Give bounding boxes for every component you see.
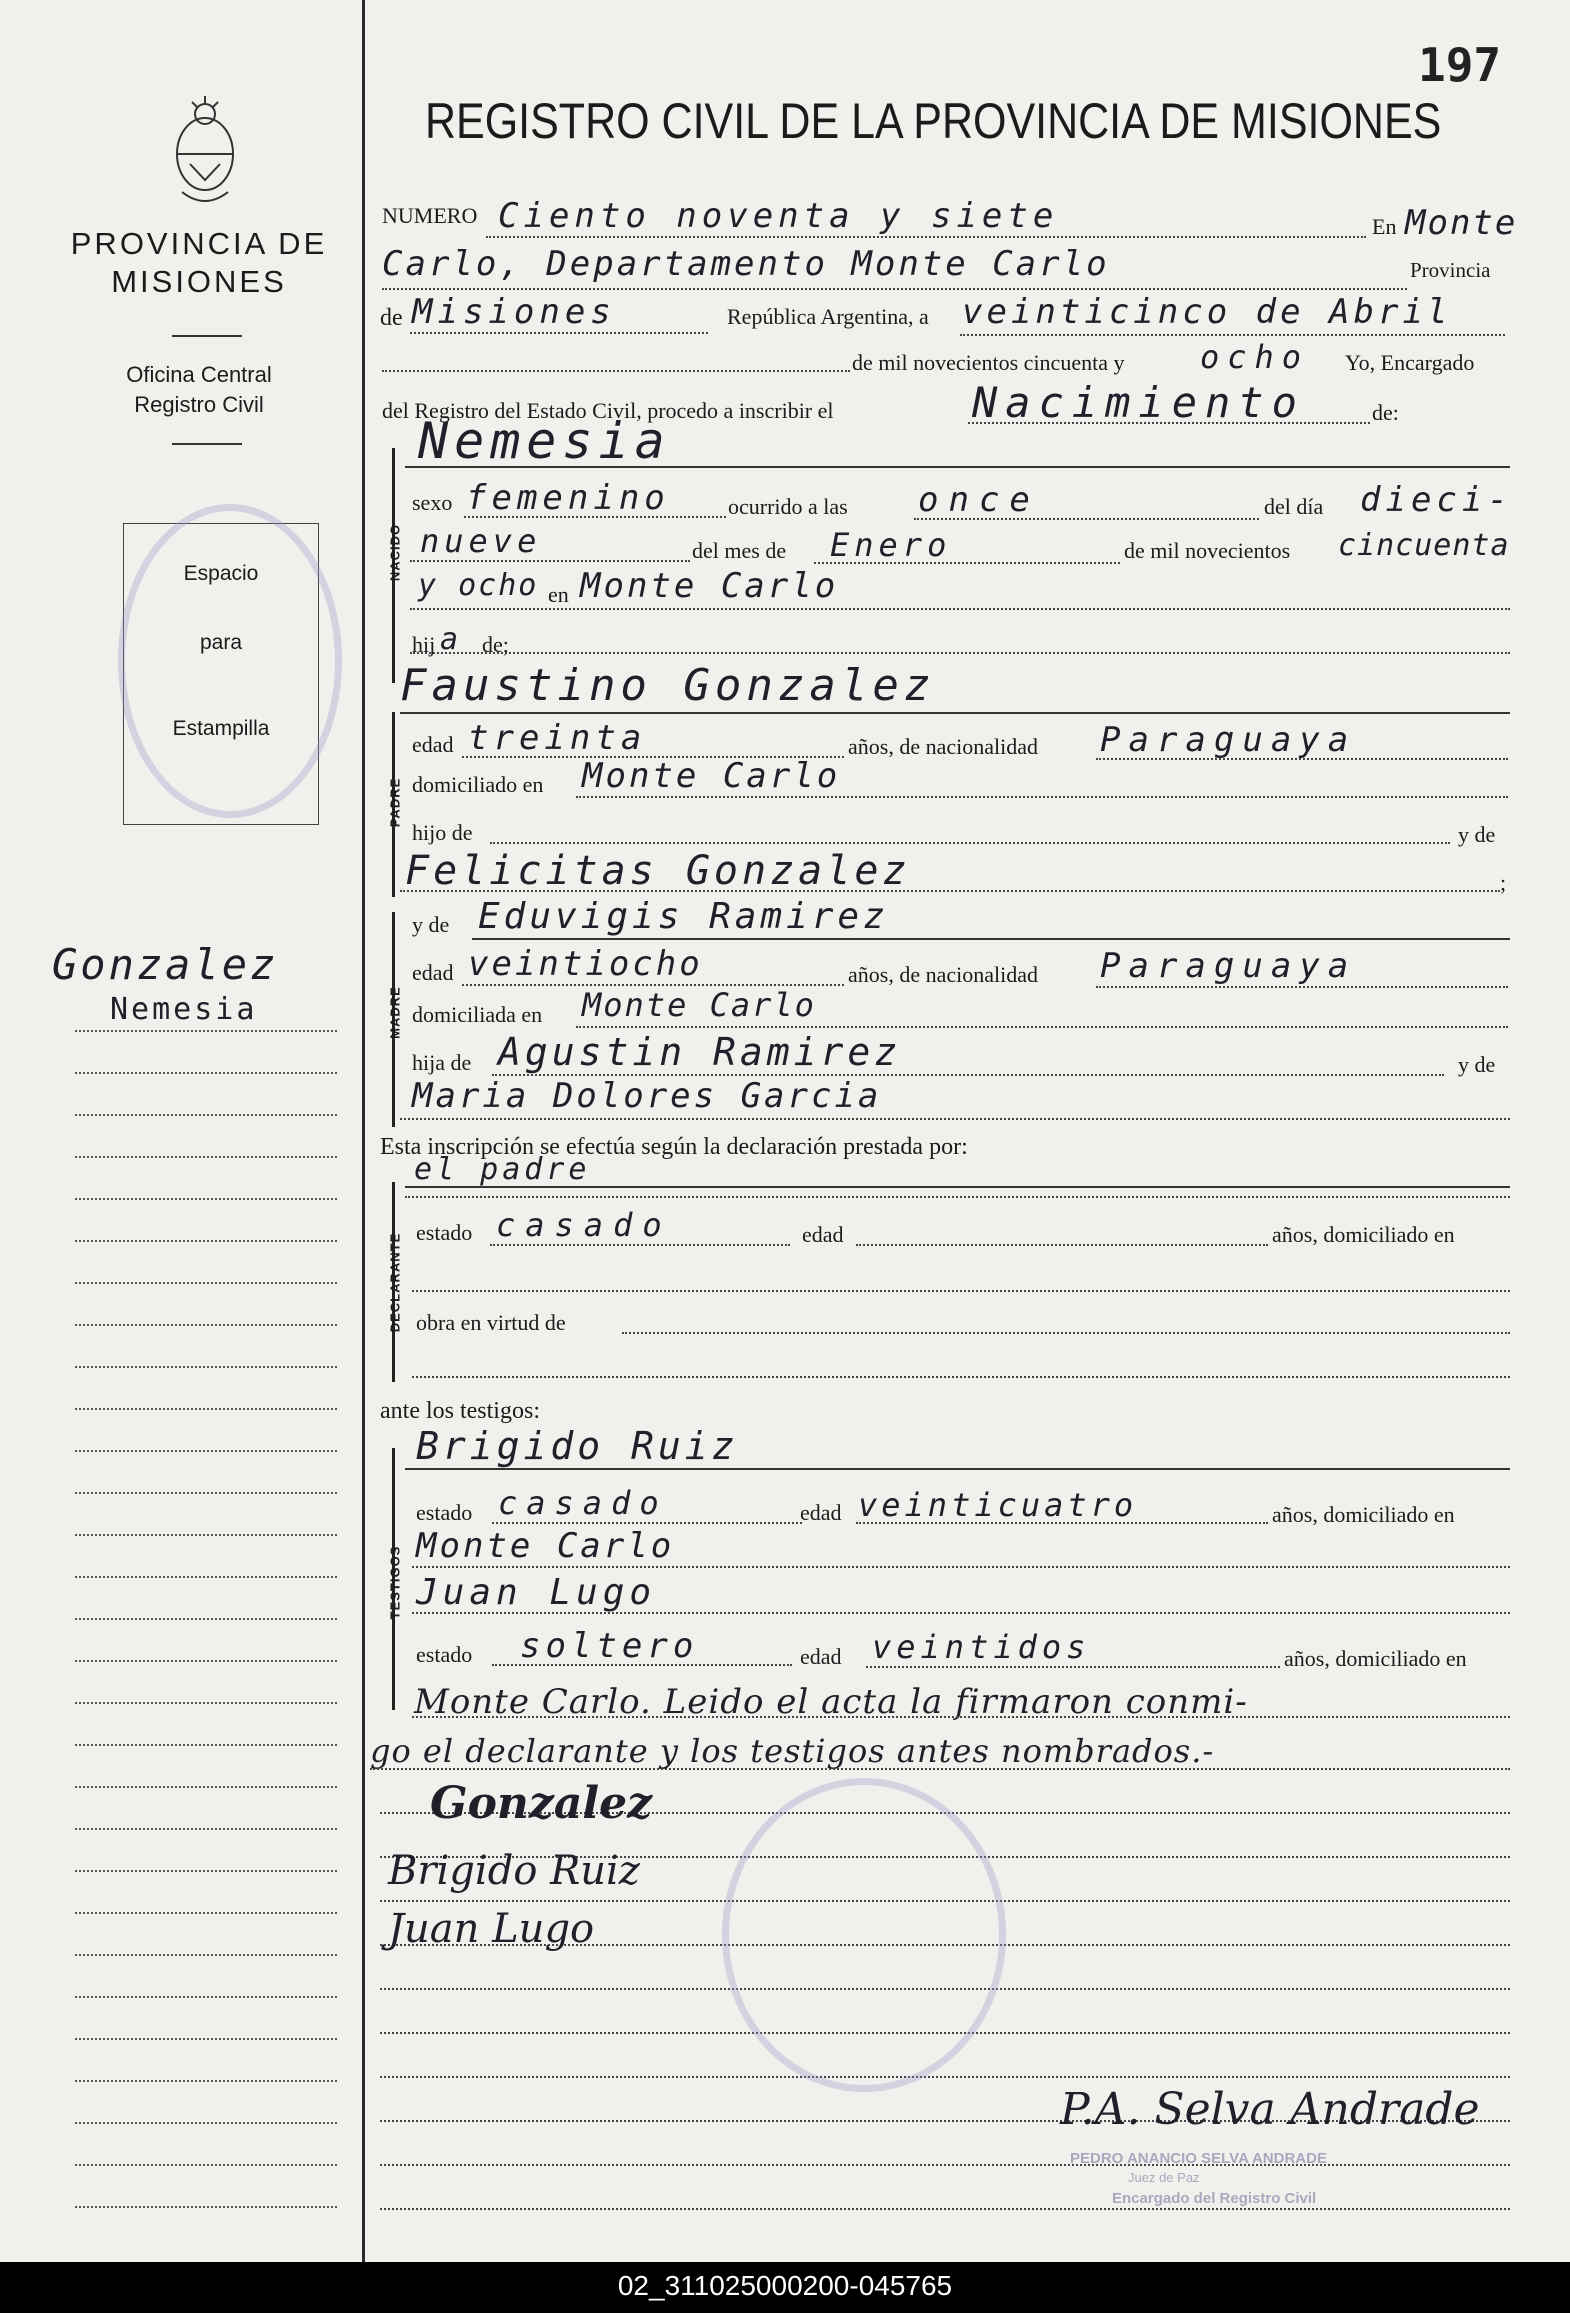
cierre-linea-1: Monte Carlo. Leido el acta la firmaron conmi- <box>414 1682 1248 1722</box>
margin-line <box>75 1702 337 1704</box>
margin-line <box>75 1786 337 1788</box>
stamp-box-label-2: para <box>199 631 243 654</box>
madre-madre: Maria Dolores Garcia <box>412 1076 882 1116</box>
section-label-declarante: DECLARANTE <box>387 1232 403 1333</box>
hija-de-label: hija de <box>412 1050 472 1075</box>
margin-line <box>75 1996 337 1998</box>
section-label-madre: MADRE <box>387 986 403 1039</box>
margin-line <box>75 2080 337 2082</box>
edad-label-declarante: edad <box>802 1222 844 1247</box>
stamp-box-label-1: Espacio <box>183 562 259 585</box>
office-label: Oficina Central Registro Civil <box>126 362 272 417</box>
margin-line <box>75 1492 337 1494</box>
testigo2-edad: veintidos <box>872 1628 1091 1666</box>
estado-label-t2: estado <box>416 1642 473 1667</box>
margin-line <box>75 1198 337 1200</box>
margin-line <box>75 1114 337 1116</box>
provincia-label: Provincia <box>1410 258 1491 282</box>
province-title: PROVINCIA DE MISIONES <box>70 226 328 299</box>
hijo-label: hijo de <box>412 820 473 845</box>
anio-value-1: cincuenta <box>1338 528 1510 563</box>
anio-value: ocho <box>1200 338 1310 376</box>
testigo2-nombre: Juan Lugo <box>416 1572 657 1613</box>
republica-label: República Argentina, a <box>727 304 929 329</box>
edad-label-t2: edad <box>800 1644 842 1669</box>
cierre-linea-2: go el declarante y los testigos antes nombrados.- <box>370 1732 1215 1770</box>
margin-note-surname: Gonzalez <box>52 940 279 989</box>
nacionalidad-madre: Paraguaya <box>1100 946 1357 986</box>
margin-line <box>75 1912 337 1914</box>
acto-value: Nacimiento <box>972 378 1305 427</box>
stamp-box <box>123 523 319 825</box>
de-colon-label: de: <box>1372 400 1399 425</box>
edad-label-padre: edad <box>412 732 454 757</box>
firma-1: Gonzalez <box>430 1778 653 1829</box>
del-registro-label: del Registro del Estado Civil, procedo a inscribir el <box>382 398 834 423</box>
madre-padre: Agustin Ramirez <box>498 1030 902 1074</box>
hora-value: once <box>918 480 1040 520</box>
footer-id: 02_311025000200-045765 <box>617 2270 953 2301</box>
margin-line <box>75 1618 337 1620</box>
de-label: de <box>380 305 403 331</box>
section-label-padre: PADRE <box>387 777 403 828</box>
nacionalidad-label-padre: años, de nacionalidad <box>848 734 1038 759</box>
edad-padre: treinta <box>468 718 647 758</box>
mes-label: del mes de <box>692 538 787 563</box>
edad-label-t1: edad <box>800 1500 842 1525</box>
firma-2: Brigido Ruiz <box>388 1848 640 1894</box>
margin-line <box>75 2038 337 2040</box>
firma-3: Juan Lugo <box>388 1906 595 1952</box>
testigo1-nombre: Brigido Ruiz <box>416 1424 739 1468</box>
testigo1-edad: veinticuatro <box>858 1486 1138 1524</box>
dia-label: del día <box>1264 494 1324 519</box>
testigo1-estado: casado <box>498 1484 668 1522</box>
lugar-value-1: Monte <box>1405 203 1518 243</box>
semicolon: ; <box>1500 870 1507 895</box>
testigo2-estado: soltero <box>520 1626 699 1666</box>
margin-line <box>75 1744 337 1746</box>
column-divider <box>362 0 365 2262</box>
anio-label: de mil novecientos <box>1124 538 1291 563</box>
lugar-value-2: Carlo, Departamento Monte Carlo <box>382 244 1110 284</box>
nacionalidad-label-madre: años, de nacionalidad <box>848 962 1038 987</box>
margin-line <box>75 1240 337 1242</box>
mes-value: Enero <box>830 526 952 564</box>
domicilio-label-madre: domiciliada en <box>412 1002 543 1027</box>
anios-dom-declarante: años, domiciliado en <box>1272 1222 1455 1247</box>
yde-label-padre: y de <box>1458 822 1496 847</box>
testigos-intro: ante los testigos: <box>380 1398 540 1424</box>
sexo-label: sexo <box>412 490 453 515</box>
sello-nombre: PEDRO ANANCIO SELVA ANDRADE <box>1070 2150 1327 2167</box>
margin-line <box>75 1660 337 1662</box>
margin-line <box>75 1282 337 1284</box>
estado-label-declarante: estado <box>416 1220 473 1245</box>
sexo-value: femenino <box>466 478 670 518</box>
margin-note-name: Nemesia <box>110 992 258 1027</box>
testigo1-domicilio: Monte Carlo <box>416 1526 675 1566</box>
margin-line <box>75 1072 337 1074</box>
estado-declarante: casado <box>496 1206 672 1244</box>
yo-label: Yo, Encargado <box>1345 350 1475 375</box>
yde-label-madre-2: y de <box>1458 1052 1496 1077</box>
left-column <box>0 0 362 2262</box>
margin-line <box>75 1576 337 1578</box>
provincia-value: Misiones <box>412 292 616 332</box>
de-label-nacido: de; <box>482 632 509 657</box>
edad-madre: veintiocho <box>468 944 703 984</box>
sello-cargo-2: Encargado del Registro Civil <box>1112 2190 1317 2207</box>
padre-nombre: Faustino Gonzalez <box>400 660 936 711</box>
lugar-nacido: Monte Carlo <box>580 566 839 606</box>
firma-oficial: P.A. Selva Andrade <box>1060 2084 1480 2135</box>
numero-value: Ciento noventa y siete <box>498 196 1059 236</box>
domicilio-padre: Monte Carlo <box>582 756 841 796</box>
margin-line <box>75 1030 337 1032</box>
numero-label: NUMERO <box>382 203 478 228</box>
padre-progenitores: Felicitas Gonzalez <box>405 848 911 894</box>
domicilio-label-padre: domiciliado en <box>412 772 544 797</box>
anio-value-2: y ocho <box>418 568 539 603</box>
mil-label: de mil novecientos cincuenta y <box>852 350 1125 375</box>
page-number: 197 <box>1418 38 1502 92</box>
margin-line <box>75 1534 337 1536</box>
margin-line <box>75 1828 337 1830</box>
edad-label-madre: edad <box>412 960 454 985</box>
margin-line <box>75 1156 337 1158</box>
ocurrido-label: ocurrido a las <box>728 494 848 519</box>
margin-line <box>75 1366 337 1368</box>
domicilio-madre: Monte Carlo <box>582 986 816 1024</box>
nacionalidad-padre: Paraguaya <box>1100 720 1357 760</box>
margin-line <box>75 1408 337 1410</box>
sello-cargo-1: Juez de Paz <box>1128 2170 1200 2185</box>
footer-bar <box>0 2262 1570 2313</box>
hija-value: a <box>440 622 464 657</box>
divider <box>172 335 242 337</box>
dia-value-1: dieci- <box>1360 480 1513 520</box>
margin-line <box>75 2206 337 2208</box>
fecha-value: veinticinco de Abril <box>962 292 1452 332</box>
margin-line <box>75 2122 337 2124</box>
margin-line <box>75 2164 337 2166</box>
anios-dom-t2: años, domiciliado en <box>1284 1646 1467 1671</box>
dia-value-2: nueve <box>420 522 542 560</box>
divider <box>172 443 242 445</box>
section-label-nacido: NACIDO <box>387 523 403 582</box>
madre-nombre: Eduvigis Ramirez <box>478 896 889 937</box>
anios-dom-t1: años, domiciliado en <box>1272 1502 1455 1527</box>
margin-line <box>75 1954 337 1956</box>
section-label-testigos: TESTIGOS <box>387 1545 403 1620</box>
provincial-coat-of-arms-icon <box>160 92 250 212</box>
hija-label: hij <box>412 632 436 657</box>
form-title: REGISTRO CIVIL DE LA PROVINCIA DE MISIONES <box>425 93 1442 149</box>
yde-label-madre: y de <box>412 912 450 937</box>
margin-line <box>75 1870 337 1872</box>
stamp-box-label-3: Estampilla <box>172 717 270 740</box>
nacido-nombre: Nemesia <box>418 412 671 470</box>
en-label: En <box>1372 214 1397 239</box>
margin-line <box>75 1324 337 1326</box>
declarante-quien: el padre <box>414 1152 591 1187</box>
en-label-nacido: en <box>548 582 569 607</box>
estado-label-t1: estado <box>416 1500 473 1525</box>
margin-line <box>75 1450 337 1452</box>
stamp-impression <box>118 504 342 818</box>
declarante-intro: Esta inscripción se efectúa según la declaración prestada por: <box>380 1134 968 1160</box>
obra-label: obra en virtud de <box>416 1310 566 1335</box>
registro-civil-stamp <box>722 1778 1006 2092</box>
